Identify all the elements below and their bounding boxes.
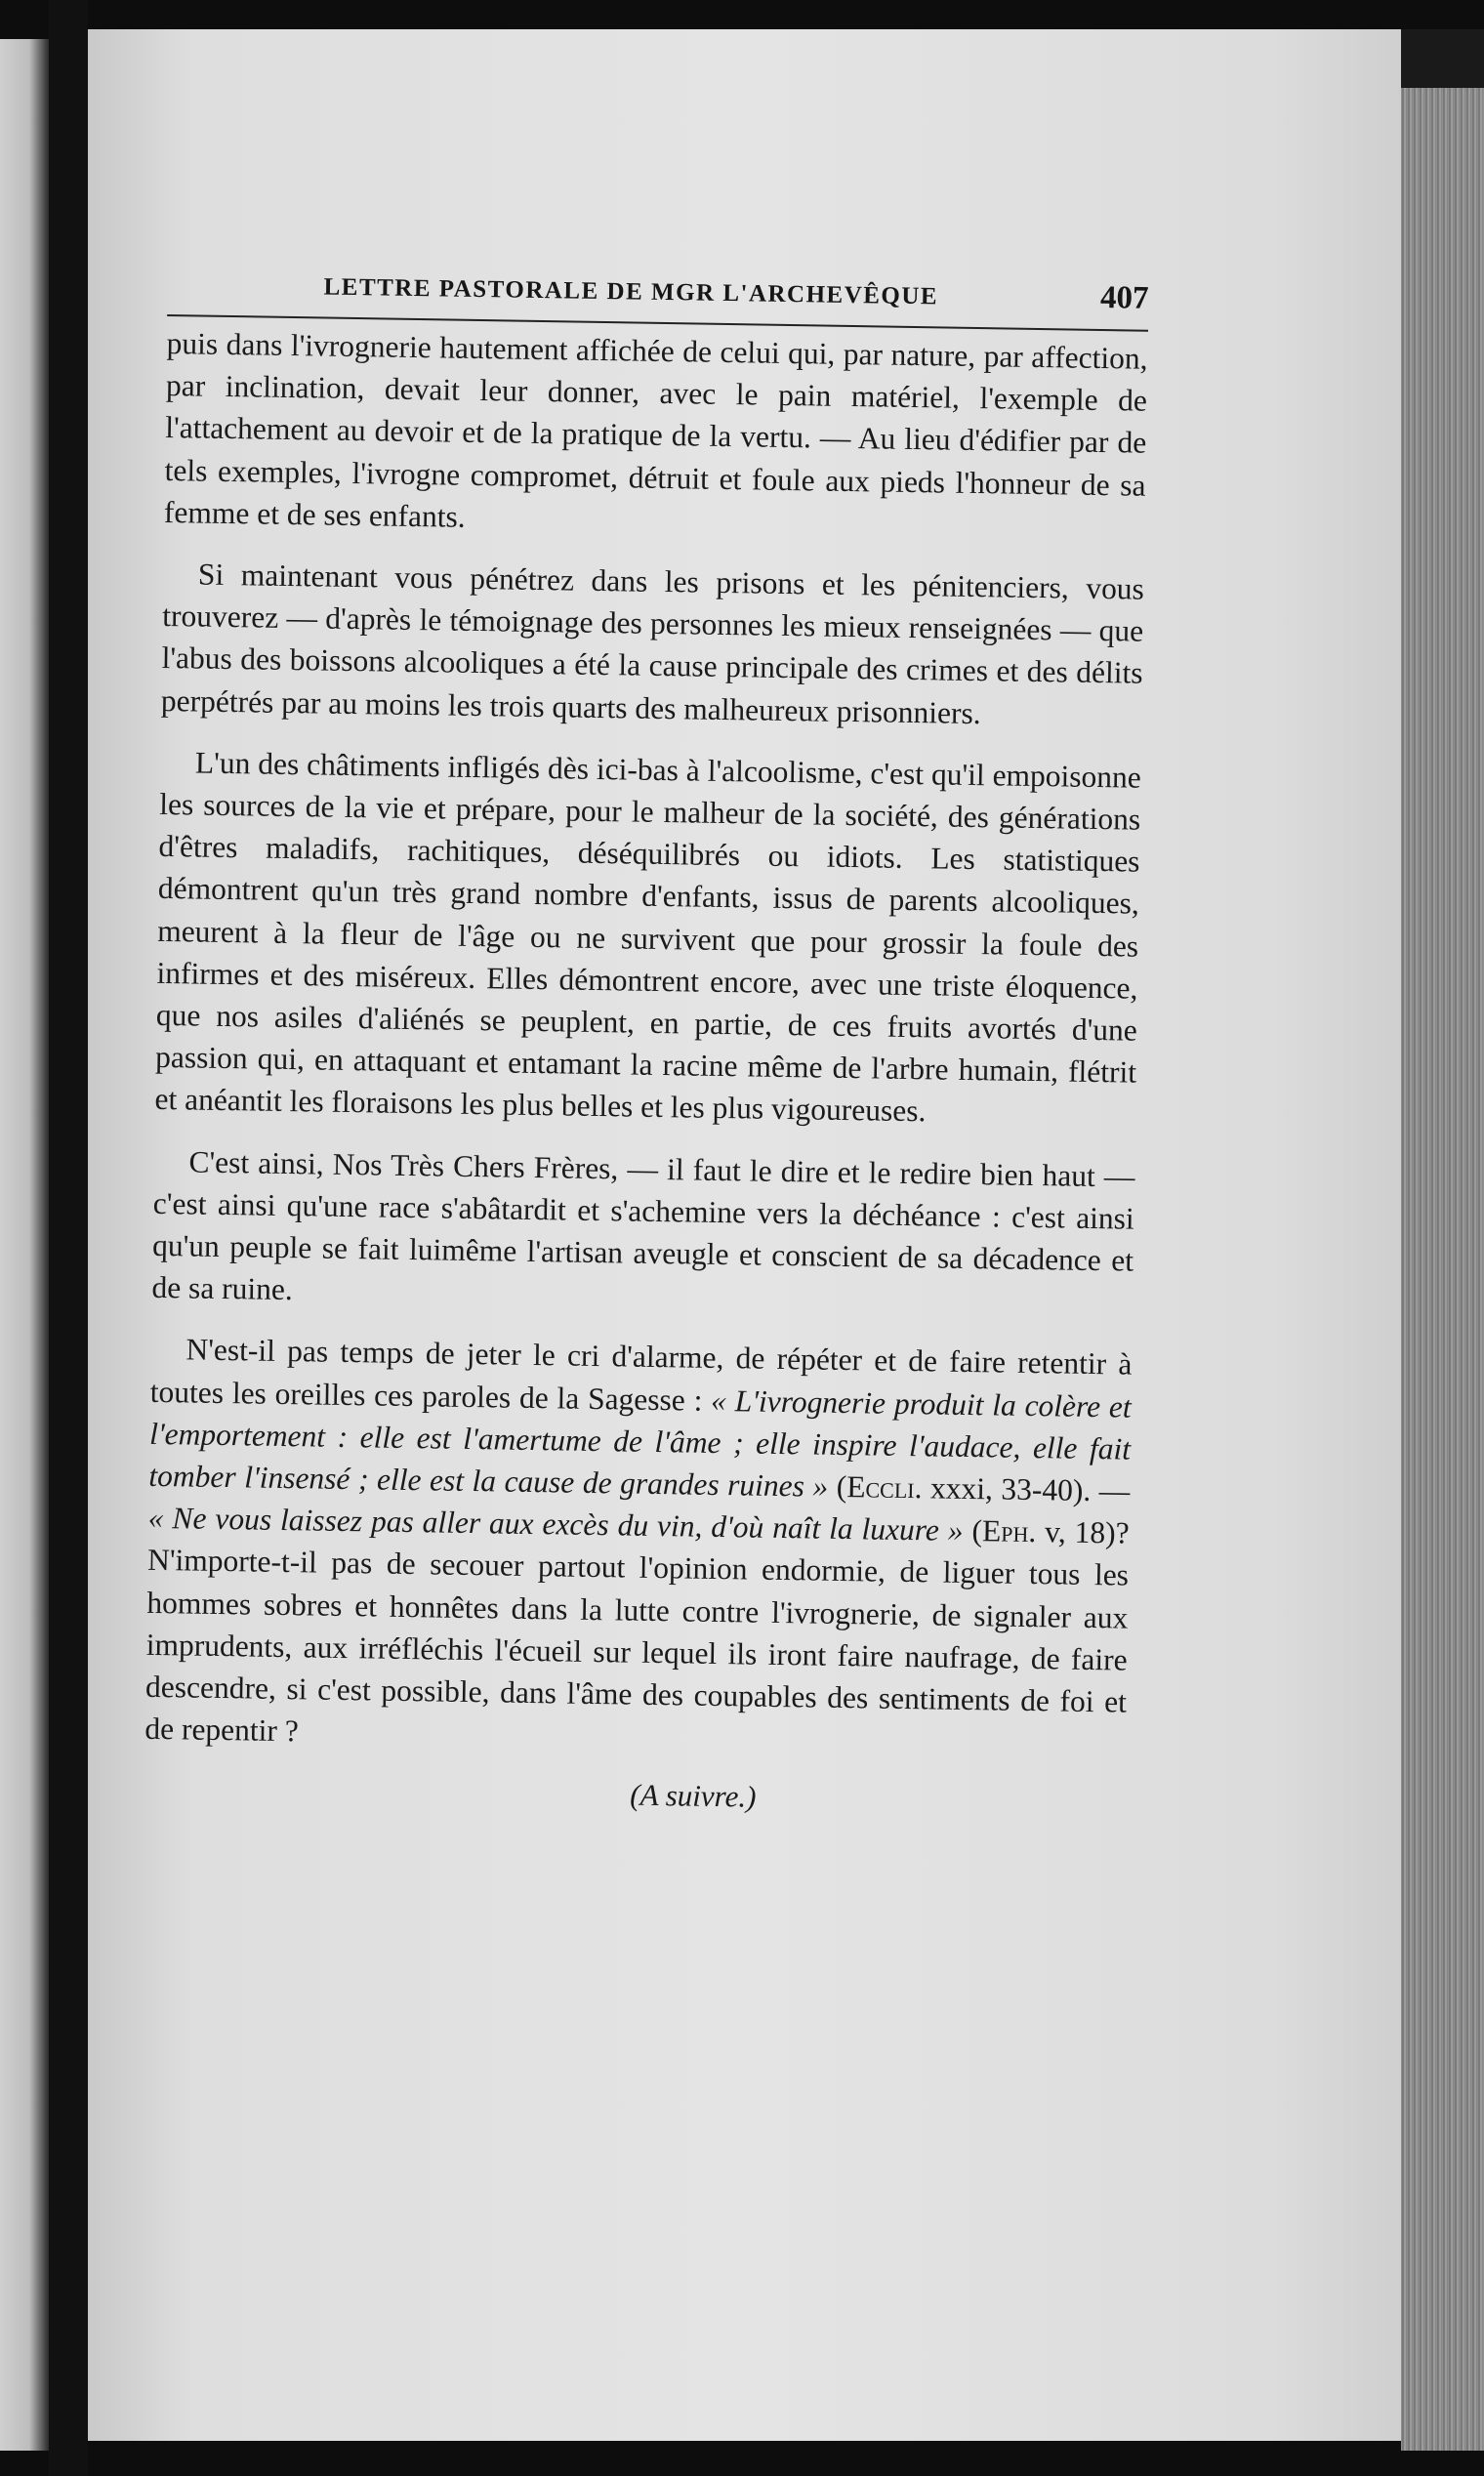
to-be-continued: (A suivre.) [630, 1777, 757, 1814]
page-content [144, 262, 1149, 1820]
paragraph-text: v, 18)? N'importe-t-il pas de secouer partout l'opinion endormie, de liguer tous les hommes sobres et honnêtes dans la lutte contre l'ivrognerie, de signaler aux imprudents, aux irréfléchis l'écueil sur lequel ils iront faire naufrage, de faire descendre, si c'est possible, dans l'âme des coupables des sentiments de foi et de repentir ? [144, 1514, 1130, 1749]
paragraph-text: C'est ainsi, Nos Très Chers Frères, — il faut le dire et le redire bien haut — c'est ainsi qu'une race s'abâtardit et s'achemine vers la déchéance : c'est ainsi qu'un peuple se fait luimême l'artisan aveugle et conscient de sa décadence et de sa ruine. [151, 1144, 1135, 1307]
paragraph [144, 1328, 1133, 1765]
paragraph-text: puis dans l'ivrognerie hautement affichée de celui qui, par nature, par affection, par inclination, devait leur donner, avec le pain matériel, l'exemple de l'attachement au devoir et de la pratique de la vertu. — Au lieu d'édifier par de tels exemples, l'ivrogne compromet, détruit et foule aux pieds l'honneur de sa femme et de ses enfants. [163, 325, 1148, 534]
paragraph-text: N'est-il pas temps de jeter le cri d'alarme, de répéter et de faire retentir à toutes les oreilles ces paroles de la Sagesse : [149, 1332, 1133, 1418]
page-stack-edges [1401, 88, 1484, 2451]
citation-abbrev: Eccli. [845, 1469, 923, 1506]
paragraph-text: ( [963, 1513, 983, 1548]
paragraph [161, 553, 1145, 737]
scripture-quote: « L'ivrognerie produit la colère et l'emportement : elle est l'amertume de l'âme ; elle inspire l'audace, elle fait tomber l'insensé ; elle est la cause de grandes ruines » [148, 1382, 1132, 1504]
page-number: 407 [1099, 280, 1149, 316]
paragraph-text: ( [827, 1468, 847, 1505]
scripture-quote: « Ne vous laissez pas aller aux excès du vin, d'où naît la luxure » [147, 1501, 964, 1548]
paragraph-text: Si maintenant vous pénétrez dans les prisons et les pénitenciers, vous trouverez — d'après le témoignage des personnes les mieux renseignées — que l'abus des boissons alcooliques a été la cause principale des crimes et des délits perpétrés par au moins les trois quarts des malheureux prisonniers. [160, 557, 1145, 730]
paragraph [151, 1140, 1135, 1325]
previous-page-edge [0, 39, 49, 2451]
paragraph [154, 741, 1141, 1136]
paragraph-text: xxxi, 33-40). — [922, 1470, 1131, 1508]
citation-abbrev: Eph. [981, 1513, 1037, 1549]
paragraph [164, 322, 1148, 549]
body-text [144, 322, 1148, 1765]
book-gutter [49, 0, 88, 2476]
page-stack-top-shadow [1401, 29, 1484, 88]
paragraph-text: L'un des châtiments infligés dès ici-bas à l'alcoolisme, c'est qu'il empoisonne les sources de la vie et prépare, pour le malheur de la société, des générations d'êtres maladifs, rachitiques, déséquilibrés ou idiots. Les statistiques démontrent qu'un très grand nombre d'enfants, issus de parents alcooliques, meurent à la fleur de l'âge ou ne survivent que pour grossir la foule des infirmes et des miséreux. Elles démontrent encore, avec une triste éloquence, que nos asiles d'aliénés se peuplent, en partie, de ces fruits avortés d'une passion qui, en attaquant et entamant la racine même de l'arbre humain, flétrit et anéantit les floraisons les plus belles et les plus vigoureuses. [154, 745, 1142, 1129]
running-title: LETTRE PASTORALE DE MGR L'ARCHEVÊQUE [323, 273, 939, 310]
